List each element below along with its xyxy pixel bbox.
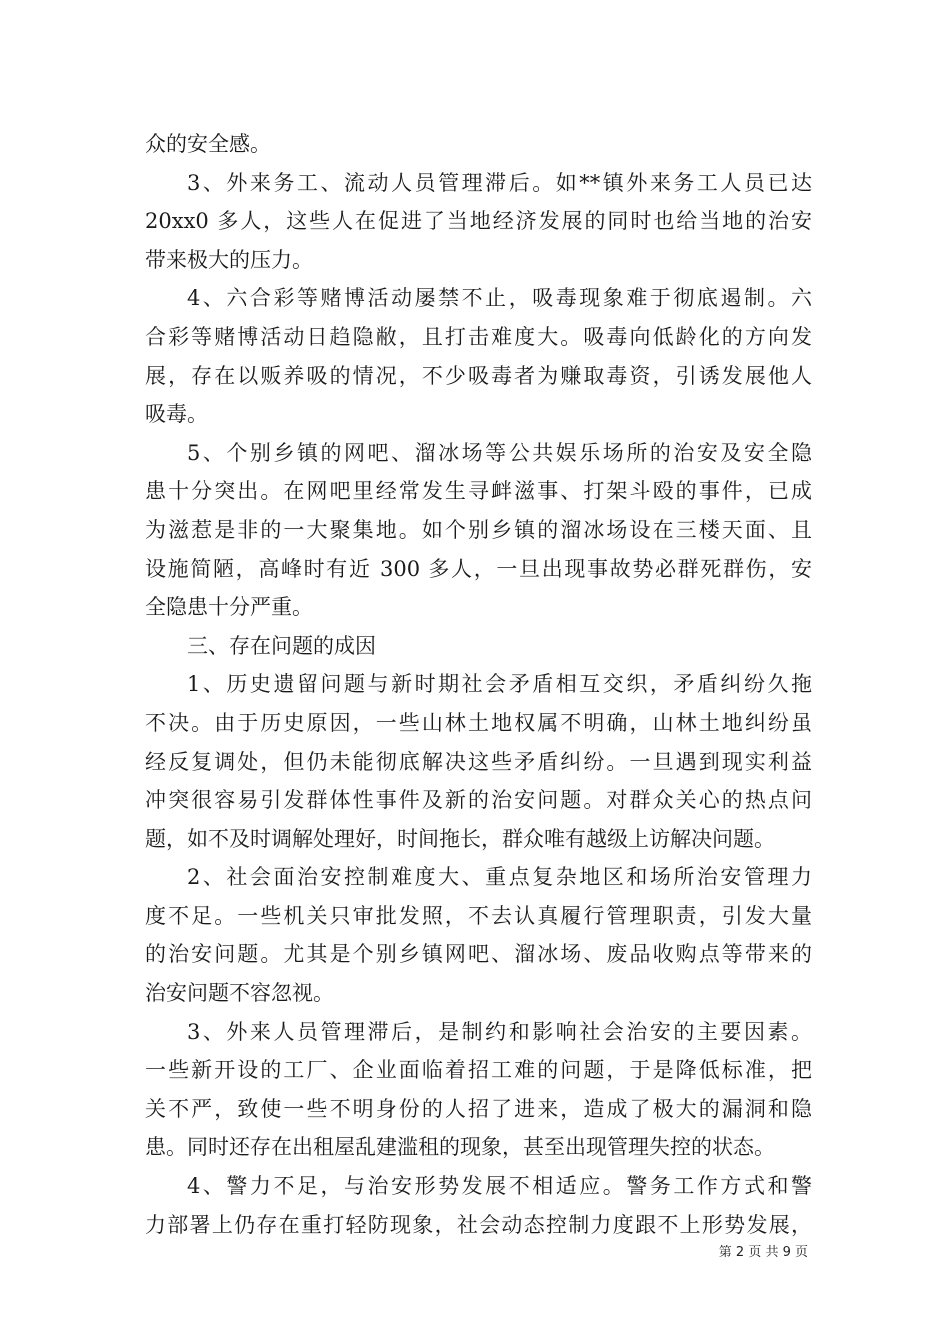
text-line: 3、外来人员管理滞后，是制约和影响社会治安的主要因素。 [187,1019,812,1044]
text-line: 2、社会面治安控制难度大、重点复杂地区和场所治安管理力 [187,865,812,890]
text-line: 力部署上仍存在重打轻防现象，社会动态控制力度跟不上形势发展， [145,1212,812,1237]
text-line: 众的安全感。 [145,132,271,156]
text-line: 展，存在以贩养吸的情况，不少吸毒者为赚取毒资，引诱发展他人 [145,363,812,388]
paragraph [145,1167,812,1244]
page-number-footer: 第 2 页 共 9 页 [718,1245,808,1260]
text-line: 冲突很容易引发群体性事件及新的治安问题。对群众关心的热点问 [145,788,812,813]
text-line: 经反复调处，但仍未能彻底解决这些矛盾纠纷。一旦遇到现实利益 [145,749,812,774]
paragraph [145,125,812,164]
text-line: 一些新开设的工厂、企业面临着招工难的问题，于是降低标准，把 [145,1058,812,1083]
text-line: 合彩等赌博活动日趋隐敝，且打击难度大。吸毒向低龄化的方向发 [145,324,812,349]
paragraph [145,164,812,280]
text-line: 关不严，致使一些不明身份的人招了进来，造成了极大的漏洞和隐 [145,1096,812,1121]
text-line: 题，如不及时调解处理好，时间拖长，群众唯有越级上访解决问题。 [145,826,775,851]
paragraph [145,279,812,433]
text-line: 5、个别乡镇的网吧、溜冰场等公共娱乐场所的治安及安全隐 [187,440,812,465]
text-line: 为滋惹是非的一大聚集地。如个别乡镇的溜冰场设在三楼天面、且 [145,517,812,542]
paragraph [145,1013,812,1167]
paragraph [145,665,812,858]
text-line: 治安问题不容忽视。 [145,981,334,1006]
text-line: 全隐患十分严重。 [145,595,313,620]
paragraph [145,858,812,1012]
paragraph [145,434,812,627]
text-line: 3、外来务工、流动人员管理滞后。如**镇外来务工人员已达 [187,170,812,195]
text-line: 吸毒。 [145,402,208,427]
document-body [145,125,812,1244]
text-line: 带来极大的压力。 [145,247,313,272]
text-line: 20xx0 多人，这些人在促进了当地经济发展的同时也给当地的治安 [145,209,812,234]
text-line: 患。同时还存在出租屋乱建滥租的现象，甚至出现管理失控的状态。 [145,1135,775,1160]
text-line: 设施简陋，高峰时有近 300 多人，一旦出现事故势必群死群伤，安 [145,556,812,581]
text-line: 三、存在问题的成因 [187,633,376,658]
text-line: 度不足。一些机关只审批发照，不去认真履行管理职责，引发大量 [145,903,812,928]
text-line: 患十分突出。在网吧里经常发生寻衅滋事、打架斗殴的事件，已成 [145,479,812,504]
section-heading [145,627,812,666]
text-line: 不决。由于历史原因，一些山林土地权属不明确，山林土地纠纷虽 [145,710,812,735]
text-line: 4、六合彩等赌博活动屡禁不止，吸毒现象难于彻底遏制。六 [187,286,812,311]
text-line: 4、警力不足，与治安形势发展不相适应。警务工作方式和警 [187,1174,812,1199]
text-line: 的治安问题。尤其是个别乡镇网吧、溜冰场、废品收购点等带来的 [145,942,812,967]
text-line: 1、历史遗留问题与新时期社会矛盾相互交织，矛盾纠纷久拖 [187,672,812,697]
